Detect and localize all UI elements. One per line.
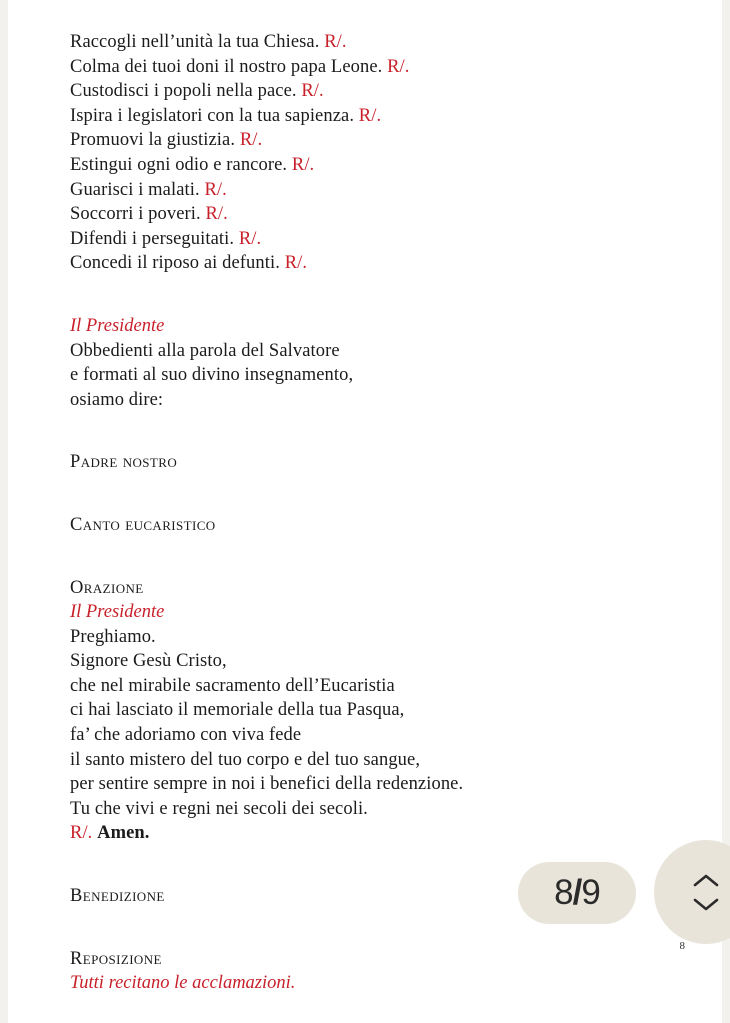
heading-padre-nostro: Padre nostro xyxy=(70,452,178,473)
invocation-response: R/. xyxy=(239,130,263,151)
heading-orazione: Orazione xyxy=(70,577,144,598)
current-page-number: 8 xyxy=(554,873,573,912)
page-left-margin-rule xyxy=(0,0,8,1023)
chevron-down-icon[interactable] xyxy=(691,896,721,912)
list-item xyxy=(70,251,660,276)
invocation-text: Guarisci i malati. xyxy=(70,179,205,200)
heading-benedizione: Benedizione xyxy=(70,886,165,907)
list-item xyxy=(70,30,660,55)
list-item xyxy=(70,202,660,227)
amen-line xyxy=(70,821,660,846)
rubric-presidente: Il Presidente xyxy=(70,315,165,336)
invocation-text: Raccogli nell’unità la tua Chiesa. xyxy=(70,32,325,52)
orazione-line: che nel mirabile sacramento dell’Eucaristia xyxy=(70,675,395,696)
list-item xyxy=(70,178,660,203)
amen-response-marker: R/. xyxy=(70,823,93,844)
list-item xyxy=(70,153,660,178)
invocation-response: R/. xyxy=(301,81,324,102)
presidente-line: Obbedienti alla parola del Salvatore xyxy=(70,340,340,361)
orazione-line: per sentire sempre in noi i benefici della redenzione. xyxy=(70,774,464,795)
invocation-response: R/. xyxy=(387,56,410,77)
spacer xyxy=(70,300,660,314)
invocation-text: Ispira i legislatori con la tua sapienza. xyxy=(70,105,359,126)
invocation-response: R/. xyxy=(205,204,228,225)
rubric-presidente: Il Presidente xyxy=(70,602,165,623)
page-indicator xyxy=(518,862,636,924)
page-nav-control[interactable] xyxy=(654,840,730,944)
invocation-text: Soccorri i poveri. xyxy=(70,204,206,225)
spacer xyxy=(70,436,660,450)
document-content xyxy=(70,30,660,996)
invocation-response: R/. xyxy=(291,154,315,175)
list-item xyxy=(70,55,660,80)
invocation-response: R/. xyxy=(238,228,262,249)
orazione-line: fa’ che adoriamo con viva fede xyxy=(70,725,302,746)
invocation-response: R/. xyxy=(358,105,382,126)
invocation-response: R/. xyxy=(324,32,347,52)
spacer xyxy=(70,412,660,436)
list-item xyxy=(70,79,660,104)
spacer xyxy=(70,475,660,499)
page-separator: / xyxy=(572,873,582,912)
invocation-text: Promuovi la giustizia. xyxy=(70,130,240,151)
folio-number: 8 xyxy=(679,940,685,952)
chevron-up-icon[interactable] xyxy=(691,873,721,889)
invocation-list xyxy=(70,30,660,276)
total-page-number: 9 xyxy=(581,873,600,912)
orazione-line: ci hai lasciato il memoriale della tua Pasqua, xyxy=(70,700,405,721)
presidente-line: e formati al suo divino insegnamento, xyxy=(70,365,354,386)
page-indicator-text xyxy=(554,873,600,913)
list-item xyxy=(70,227,660,252)
spacer xyxy=(70,933,660,947)
orazione-line: il santo mistero del tuo corpo e del tuo sangue, xyxy=(70,749,421,770)
orazione-line: Signore Gesù Cristo, xyxy=(70,651,227,672)
heading-canto-eucaristico: Canto eucaristico xyxy=(70,514,216,535)
list-item xyxy=(70,128,660,153)
list-item xyxy=(70,104,660,129)
spacer xyxy=(70,562,660,576)
orazione-line: Preghiamo. xyxy=(70,626,156,647)
heading-reposizione: Reposizione xyxy=(70,948,162,969)
orazione-line: Tu che vivi e regni nei secoli dei secoli. xyxy=(70,798,368,819)
spacer xyxy=(70,276,660,300)
rubric-reposizione: Tutti recitano le acclamazioni. xyxy=(70,973,296,994)
invocation-text: Difendi i perseguitati. xyxy=(70,228,239,249)
invocation-response: R/. xyxy=(284,253,308,274)
spacer xyxy=(70,499,660,513)
invocation-text: Concedi il riposo ai defunti. xyxy=(70,253,285,274)
amen-text: Amen. xyxy=(97,823,150,844)
invocation-text: Colma dei tuoi doni il nostro papa Leone. xyxy=(70,56,388,77)
invocation-text: Estingui ogni odio e rancore. xyxy=(70,154,292,175)
invocation-response: R/. xyxy=(204,179,227,200)
invocation-text: Custodisci i popoli nella pace. xyxy=(70,81,302,102)
presidente-line: osiamo dire: xyxy=(70,389,164,410)
spacer xyxy=(70,538,660,562)
